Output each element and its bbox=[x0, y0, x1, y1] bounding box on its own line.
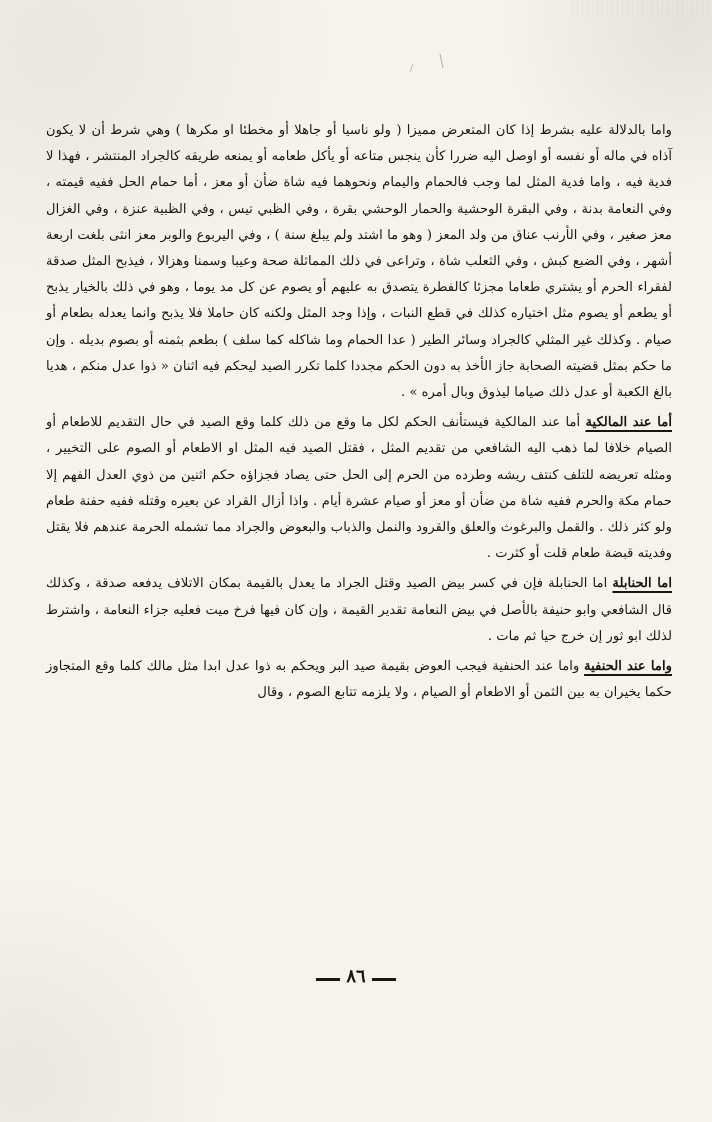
paragraph-4-body: واما عند الحنفية فيجب العوض بقيمة صيد البر ويحكم به ذوا عدل ابدا مثل مالك كلما وقع المتجاوز حكما يخيران به بين الثمن أو الاطعام أو الصيام ، ولا يلزمه تتابع الصوم ، وقال bbox=[46, 659, 672, 701]
paragraph-1: واما بالدلالة عليه بشرط إذا كان المتعرض مميزا ( ولو ناسيا أو جاهلا أو مخطئا او مكرها ) وهي شرط أن لا يكون آذاه في ماله أو نفسه أو اوصل اليه ضررا كأن ينجس متاعه أو يأكل طعامه أو يمنعه طريقه كالجراد المنتشر ، فهذا لا فدية فيه ، واما فدية المثل لما وجب فالحمام واليمام ونحوهما فيه شاة ضأن أو معز ، أما حمام الحل ففيه قيمته ، وفي النعامة بدنة ، وفي البقرة الوحشية والحمار الوحشي بقرة ، وفي الظبي تيس ، وفي الظبية عنزة ، وفي الغزال معز صغير ، وفي الأرنب عناق من ولد المعز ( وهو ما اشتد ولم يبلغ سنة ) ، وفي اليربوع والوبر معز انثى بلغت اربعة أشهر ، وفي الضبع كبش ، وفي الثعلب شاة ، وتراعى في ذلك المماثلة صحة وعيبا وسمنا وهزالا ، فيذبح المثل صدقة لفقراء الحرم أو يشتري طعاما مجزئا كالفطرة يتصدق به عليهم أو يصوم عن كل مد يوما ، وهو في ذلك بالخيار يذبح أو يطعم أو يصوم مثل اختياره كذلك في قطع النبات ، وإذا وجد المثل ولكنه كان حاملا فلا يذبح وانما يعدله بطعام أو صيام . وكذلك غير المثلي كالجراد وسائر الطير ( عدا الحمام وما شاكله كما سلف ) بطعم بثمنه أو بصوم بديله . وإن ما حكم بمثل قضيته الصحابة جاز الأخذ به دون الحكم مجددا كلما تكرر الصيد ليحكم فيه اثنان « ذوا عدل منكم ، هديا بالغ الكعبة أو عدل ذلك صياما ليذوق وبال أمره » . bbox=[46, 123, 672, 401]
paragraph-2-body: أما عند المالكية فيستأنف الحكم لكل ما وقع من ذلك كلما وقع الصيد في حال التقديم للاطعام أو الصيام خلافا لما ذهب اليه الشافعي من تقديم المثل ، فقتل الصيد فيه المثل او الاطعام أو الصوم على التخيير ، ومثله تعريضه للتلف كنتف ريشه وطرده من الحرم إلى الحل حتى يصاد فجزاؤه حكم اثنين من ذوي العدل الفهم إلا حمام مكة والحرم ففيه شاة من ضأن أو معز أو صيام عشرة أيام . واذا أزال القراد عن بعيره وقتله ففيه حفنة طعام ولو كثر ذلك . والقمل والبرغوث والعلق والقرود والنمل والذباب والبعوض والجراد مما تشمله الحرمة عندهم فلا يقتل وفديته قبضة طعام قلت أو كثرت . bbox=[46, 415, 672, 562]
scan-mark bbox=[410, 64, 414, 72]
paragraph-4-heading: واما عند الحنفية bbox=[584, 659, 672, 675]
paragraph-3 bbox=[46, 571, 672, 650]
page-number: ٨٦ bbox=[316, 966, 395, 987]
paragraph-3-heading: اما الحنابلة bbox=[612, 576, 672, 592]
scan-noise bbox=[572, 0, 712, 18]
paragraph-4 bbox=[46, 654, 672, 706]
paragraph-2-heading: أما عند المالكية bbox=[585, 415, 672, 431]
paragraph-2 bbox=[46, 410, 672, 567]
page-number-wrap bbox=[0, 966, 712, 987]
page-body-text bbox=[46, 118, 672, 710]
scan-mark bbox=[440, 54, 444, 68]
paragraph-3-body: اما الحنابلة فإن في كسر بيض الصيد وقتل الجراد ما يعدل بالقيمة بمكان الاتلاف يدفعه صدقة ، وكذلك قال الشافعي وابو حنيفة بالأصل في بيض النعامة تقدير القيمة ، وإن كان فيها فرخ ميت فعليه جزاء النعامة ، واشترط لذلك ابو ثور إن خرج حيا ثم مات . bbox=[46, 576, 672, 644]
